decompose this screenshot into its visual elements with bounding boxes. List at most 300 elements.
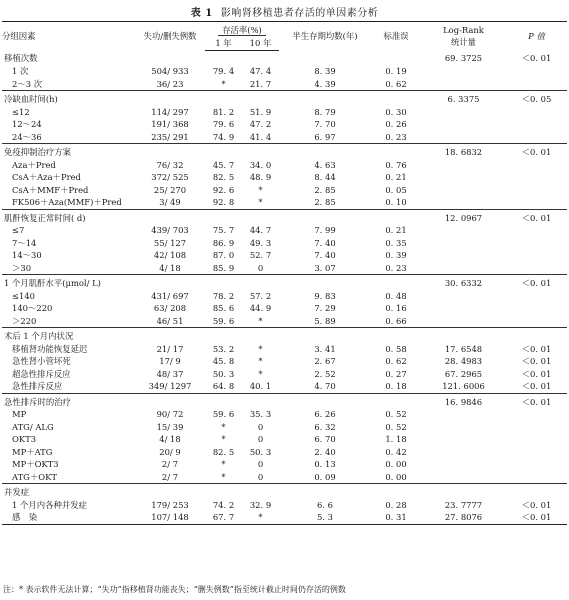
row-survival-10y: 44. 7 — [249, 225, 272, 235]
header-factor: 分组因素 — [2, 22, 135, 51]
group-p-value — [506, 484, 567, 499]
group-logrank: 30. 6332 — [421, 275, 506, 290]
header-logrank-line2: 统计量 — [450, 37, 477, 47]
row-survival-1y: 74. 2 — [212, 499, 235, 510]
row-survival-1y: 92. 8 — [212, 197, 235, 207]
row-p-value: ＜0. 01 — [521, 368, 552, 379]
row-se: 0. 23 — [385, 131, 407, 142]
table-row — [2, 421, 567, 434]
header-median: 半生存期均数(年) — [279, 22, 371, 51]
header-p: P 值 — [506, 22, 567, 51]
row-median: 9. 83 — [314, 290, 336, 301]
row-p-value — [506, 131, 567, 144]
row-survival-10y: 48. 9 — [249, 172, 272, 182]
row-median: 7. 99 — [314, 225, 336, 235]
row-logrank: 23. 7777 — [444, 499, 483, 510]
row-p-value — [506, 106, 567, 119]
row-counts: 3/ 49 — [159, 197, 181, 207]
row-median: 6. 70 — [314, 434, 336, 444]
row-logrank: 27. 8076 — [421, 511, 506, 524]
row-logrank — [421, 131, 506, 144]
row-survival-1y: 59. 6 — [212, 409, 235, 419]
row-label: 感 染 — [2, 511, 135, 524]
row-counts: 107/ 148 — [135, 511, 205, 524]
row-logrank: 67. 2965 — [444, 368, 483, 379]
row-p-value — [506, 315, 567, 328]
group-name: 免疫抑制治疗方案 — [2, 144, 135, 159]
row-label: ATG/ ALG — [12, 421, 54, 432]
row-counts: 21/ 17 — [156, 343, 184, 354]
row-counts: 504/ 933 — [151, 66, 189, 76]
row-survival-1y: 45. 7 — [212, 159, 235, 170]
row-p-value — [506, 118, 567, 131]
row-median: 4. 70 — [314, 381, 336, 391]
row-se: 0. 48 — [385, 290, 407, 301]
row-survival-1y: 87. 0 — [212, 250, 235, 260]
row-median: 3. 41 — [314, 343, 336, 354]
row-label: ATG＋OKT — [12, 471, 57, 482]
row-median: 8. 39 — [314, 66, 336, 76]
row-median: 5. 89 — [314, 315, 336, 326]
row-logrank — [421, 78, 506, 91]
table-row — [2, 355, 567, 368]
row-logrank — [421, 471, 506, 484]
row-survival-1y: 86. 9 — [212, 237, 235, 248]
row-survival-10y: 44. 9 — [249, 303, 272, 313]
row-label: 移植肾功能恢复延迟 — [12, 343, 88, 354]
row-label: ＞30 — [12, 262, 32, 273]
table-body — [2, 50, 567, 524]
row-p-value — [506, 302, 567, 315]
row-se: 0. 30 — [385, 106, 407, 117]
header-counts: 失功/删失例数 — [135, 22, 205, 51]
row-se: 0. 26 — [385, 119, 407, 129]
row-se: 0. 52 — [385, 421, 407, 432]
row-logrank — [421, 433, 506, 446]
row-p-value: ＜0. 01 — [506, 511, 567, 524]
row-survival-1y: 79. 4 — [212, 66, 235, 76]
group-p-value: ＜0. 05 — [506, 91, 567, 106]
group-name: 肌酐恢复正常时间( d) — [2, 209, 135, 224]
row-logrank — [421, 249, 506, 262]
row-label: MP＋OKT3 — [12, 459, 59, 469]
row-survival-1y: 82. 5 — [212, 446, 235, 457]
row-counts: 4/ 18 — [159, 434, 181, 444]
row-survival-1y: 53. 2 — [212, 343, 235, 354]
row-counts: 63/ 208 — [153, 303, 187, 313]
table-row — [2, 184, 567, 197]
table-row — [2, 78, 567, 91]
row-p-value: ＜0. 01 — [521, 356, 552, 366]
row-p-value — [506, 65, 567, 78]
row-survival-10y: 32. 9 — [249, 499, 272, 510]
row-se: 0. 35 — [385, 237, 407, 248]
header-year1: 1 年 — [205, 37, 242, 51]
row-logrank — [421, 224, 506, 237]
header-year10: 10 年 — [242, 37, 279, 51]
row-label: 急性排斥反应 — [12, 381, 63, 391]
row-median: 0. 13 — [314, 459, 336, 469]
row-p-value — [506, 421, 567, 434]
row-survival-10y: * — [242, 511, 279, 524]
group-p-value — [506, 328, 567, 343]
row-median: 6. 6 — [317, 499, 333, 510]
row-counts: 191/ 368 — [151, 119, 189, 129]
row-survival-1y: * — [221, 78, 226, 89]
row-survival-10y: 0 — [257, 421, 264, 432]
row-p-value — [506, 290, 567, 303]
row-se: 0. 66 — [385, 315, 407, 326]
table-row — [2, 249, 567, 262]
row-se: 0. 58 — [385, 343, 407, 354]
row-survival-1y: * — [221, 434, 226, 444]
row-survival-10y: 47. 4 — [249, 66, 272, 76]
row-survival-10y: 0 — [257, 459, 264, 469]
row-label: 急性肾小管坏死 — [12, 356, 71, 366]
header-survival: 存活率(%) — [218, 25, 266, 36]
table-row — [2, 499, 567, 512]
header-logrank-line1: Log-Rank — [443, 24, 484, 35]
group-row — [2, 328, 567, 343]
group-name: 1 个月肌酐水平(μmol/ L) — [2, 275, 135, 290]
row-se: 0. 62 — [385, 356, 407, 366]
row-label: ≤140 — [12, 290, 36, 301]
table-row — [2, 433, 567, 446]
row-label: MP＋ATG — [12, 446, 53, 457]
row-se: 0. 19 — [385, 66, 407, 76]
row-survival-1y: 78. 2 — [212, 290, 235, 301]
row-label: ＞220 — [12, 315, 37, 326]
header-logrank — [421, 22, 506, 51]
row-median: 6. 26 — [314, 409, 336, 419]
row-counts: 2/ 7 — [161, 471, 179, 482]
table-row — [2, 118, 567, 131]
group-name: 冷缺血时间(h) — [2, 91, 135, 106]
row-logrank — [421, 421, 506, 434]
row-se: 0. 18 — [385, 381, 407, 391]
group-logrank: 69. 3725 — [444, 53, 483, 64]
row-se: 0. 10 — [385, 197, 407, 207]
row-survival-1y: 59. 6 — [212, 315, 235, 326]
row-counts: 372/ 525 — [151, 172, 189, 182]
row-label: 7～14 — [12, 237, 37, 248]
row-counts: 36/ 23 — [156, 78, 184, 89]
row-survival-10y: * — [258, 184, 263, 195]
group-row — [2, 275, 567, 290]
row-median: 6. 97 — [314, 131, 336, 142]
table-row — [2, 159, 567, 172]
group-row — [2, 91, 567, 106]
row-logrank — [421, 118, 506, 131]
row-se: 0. 21 — [385, 225, 407, 235]
table-row — [2, 458, 567, 471]
row-counts: 114/ 297 — [151, 106, 189, 117]
row-median: 2. 40 — [314, 446, 336, 457]
row-median: 7. 40 — [314, 250, 336, 260]
row-survival-10y: 40. 1 — [249, 381, 272, 391]
row-p-value: ＜0. 01 — [521, 381, 552, 391]
table-row — [2, 368, 567, 381]
group-logrank — [421, 484, 506, 499]
row-se: 0. 31 — [371, 511, 421, 524]
table-row — [2, 224, 567, 237]
row-label: ≤7 — [12, 225, 25, 235]
row-label: 1 次 — [12, 66, 29, 76]
row-counts: 42/ 108 — [153, 250, 187, 260]
row-median: 0. 09 — [314, 471, 336, 482]
group-name: 并发症 — [2, 484, 135, 499]
table-row — [2, 343, 567, 356]
row-survival-10y: 57. 2 — [249, 290, 272, 301]
row-logrank — [421, 408, 506, 421]
row-label: 2～3 次 — [12, 78, 43, 89]
table-row — [2, 262, 567, 275]
row-median: 7. 40 — [314, 237, 336, 248]
row-survival-10y: * — [258, 315, 263, 326]
row-survival-10y: 0 — [257, 471, 264, 482]
row-median: 4. 39 — [314, 78, 336, 89]
table-row — [2, 511, 567, 524]
row-median: 3. 07 — [314, 262, 336, 273]
table-row — [2, 380, 567, 393]
row-label: 14～30 — [12, 250, 42, 260]
row-logrank — [421, 446, 506, 459]
row-logrank: 17. 6548 — [444, 343, 483, 354]
row-median: 2. 85 — [314, 184, 336, 195]
row-survival-1y: 85. 6 — [212, 303, 235, 313]
row-logrank — [421, 262, 506, 275]
table-row — [2, 315, 567, 328]
row-survival-1y: 82. 5 — [212, 172, 235, 182]
row-label: 140～220 — [12, 303, 53, 313]
row-median: 7. 70 — [314, 119, 336, 129]
row-counts: 17/ 9 — [159, 356, 181, 366]
row-p-value — [506, 78, 567, 91]
row-logrank — [421, 302, 506, 315]
row-p-value — [506, 433, 567, 446]
row-survival-1y: 74. 9 — [212, 131, 235, 142]
row-survival-1y: 79. 6 — [212, 119, 235, 129]
header-se: 标准误 — [371, 22, 421, 51]
row-counts: 46/ 51 — [156, 315, 184, 326]
row-survival-1y: 85. 9 — [212, 262, 235, 273]
row-p-value — [506, 471, 567, 484]
row-survival-1y: 75. 7 — [212, 225, 235, 235]
row-counts: 15/ 39 — [156, 421, 184, 432]
row-p-value — [506, 171, 567, 184]
row-counts: 55/ 127 — [153, 237, 187, 248]
row-label: 24～36 — [12, 131, 42, 142]
group-p-value: ＜0. 01 — [506, 209, 567, 224]
univariate-analysis-table — [2, 21, 567, 525]
row-median: 5. 3 — [279, 511, 371, 524]
row-survival-10y: * — [258, 343, 263, 354]
row-counts: 48/ 37 — [156, 368, 184, 379]
row-p-value — [506, 262, 567, 275]
row-p-value — [506, 237, 567, 250]
row-se: 0. 42 — [385, 446, 407, 457]
row-survival-1y: 45. 8 — [212, 356, 235, 366]
row-logrank — [421, 184, 506, 197]
row-p-value: ＜0. 01 — [521, 499, 552, 510]
group-row — [2, 393, 567, 408]
row-logrank — [421, 65, 506, 78]
row-survival-10y: 41. 4 — [249, 131, 272, 142]
row-p-value — [506, 446, 567, 459]
row-label: 超急性排斥反应 — [12, 368, 71, 379]
row-survival-10y: 21. 7 — [249, 78, 272, 89]
row-counts: 20/ 9 — [159, 446, 181, 457]
row-se: 0. 05 — [385, 184, 407, 195]
row-survival-1y: * — [221, 459, 226, 469]
row-counts: 179/ 253 — [151, 499, 189, 510]
table-row — [2, 408, 567, 421]
row-survival-10y: 35. 3 — [249, 409, 272, 419]
row-logrank — [421, 171, 506, 184]
row-median: 8. 79 — [314, 106, 336, 117]
row-label: 1 个月内各种并发症 — [12, 499, 87, 510]
row-median: 6. 32 — [314, 421, 336, 432]
row-p-value — [506, 408, 567, 421]
group-row — [2, 484, 567, 499]
row-survival-10y: 49. 3 — [249, 237, 272, 248]
table-row — [2, 131, 567, 144]
row-counts: 76/ 32 — [156, 159, 184, 170]
row-label: MP — [12, 409, 27, 419]
row-survival-10y: 50. 3 — [249, 446, 272, 457]
row-p-value — [506, 196, 567, 209]
row-survival-10y: 0 — [257, 434, 264, 444]
row-se: 0. 00 — [385, 471, 407, 482]
row-logrank — [421, 315, 506, 328]
row-survival-10y: 51. 9 — [249, 106, 272, 117]
row-counts: 439/ 703 — [151, 225, 189, 235]
group-p-value: ＜0. 01 — [521, 53, 552, 64]
row-survival-10y: 52. 7 — [249, 250, 272, 260]
row-counts: 25/ 270 — [153, 184, 187, 195]
row-survival-1y: 64. 8 — [212, 381, 235, 391]
row-survival-1y: 81. 2 — [212, 106, 235, 117]
row-survival-1y: * — [221, 421, 226, 432]
group-p-value: ＜0. 01 — [506, 144, 567, 159]
row-counts: 349/ 1297 — [148, 381, 192, 391]
group-name: 急性排斥时的治疗 — [2, 393, 135, 408]
row-logrank — [421, 106, 506, 119]
row-p-value — [506, 249, 567, 262]
row-survival-1y: 50. 3 — [212, 368, 235, 379]
table-caption: 影响肾移植患者存活的单因素分析 — [220, 8, 379, 19]
row-logrank — [421, 458, 506, 471]
row-se: 0. 21 — [385, 172, 407, 182]
row-label: ≤12 — [12, 106, 30, 117]
row-se: 0. 23 — [385, 262, 407, 273]
group-row — [2, 144, 567, 159]
row-survival-10y: 0 — [257, 262, 264, 273]
row-p-value: ＜0. 01 — [521, 343, 552, 354]
row-se: 1. 18 — [385, 434, 407, 444]
row-se: 0. 52 — [385, 409, 407, 419]
row-survival-1y: 67. 7 — [205, 511, 242, 524]
table-title — [0, 4, 569, 19]
row-counts: 2/ 7 — [161, 459, 179, 469]
row-survival-10y: 47. 2 — [249, 119, 272, 129]
group-logrank: 6. 3375 — [421, 91, 506, 106]
row-survival-10y: * — [258, 368, 263, 379]
table-row — [2, 446, 567, 459]
table-row — [2, 106, 567, 119]
row-counts: 235/ 291 — [151, 131, 189, 142]
group-logrank: 12. 0967 — [421, 209, 506, 224]
row-p-value — [506, 184, 567, 197]
row-logrank — [421, 196, 506, 209]
row-se: 0. 28 — [385, 499, 407, 510]
row-label: CsA＋Aza＋Pred — [12, 172, 81, 182]
table-number: 表 1 — [190, 8, 213, 19]
row-median: 2. 67 — [314, 356, 336, 366]
row-counts: 431/ 697 — [151, 290, 189, 301]
row-median: 7. 29 — [314, 303, 336, 313]
row-se: 0. 62 — [385, 78, 407, 89]
group-row — [2, 50, 567, 65]
group-p-value: ＜0. 01 — [506, 275, 567, 290]
footnote: 注：* 表示软件无法计算；“失功”指移植肾功能丧失；“删失例数”指至统计截止时间仍存活的例数 — [3, 585, 346, 594]
row-label: OKT3 — [12, 434, 37, 444]
row-logrank — [421, 290, 506, 303]
row-counts: 90/ 72 — [156, 409, 184, 419]
row-median: 2. 85 — [314, 197, 336, 207]
row-label: CsA＋MMF＋Pred — [12, 184, 89, 195]
group-logrank: 16. 9846 — [421, 393, 506, 408]
row-se: 0. 76 — [385, 159, 407, 170]
group-row — [2, 209, 567, 224]
row-p-value — [506, 458, 567, 471]
row-counts: 4/ 18 — [159, 262, 181, 273]
row-survival-1y: * — [221, 471, 226, 482]
group-name: 移植次数 — [4, 53, 38, 64]
row-se: 0. 16 — [385, 303, 407, 313]
table-row — [2, 65, 567, 78]
table-row — [2, 237, 567, 250]
row-survival-1y: 92. 6 — [212, 184, 235, 195]
row-p-value — [506, 159, 567, 172]
table-row — [2, 290, 567, 303]
row-median: 8. 44 — [314, 172, 336, 182]
group-logrank — [421, 328, 506, 343]
row-logrank: 121. 6006 — [442, 381, 485, 391]
group-p-value: ＜0. 01 — [506, 393, 567, 408]
row-logrank — [421, 159, 506, 172]
table-row — [2, 302, 567, 315]
row-se: 0. 39 — [385, 250, 407, 260]
table-row — [2, 171, 567, 184]
group-name: 术后 1 个月内状况 — [2, 328, 135, 343]
row-se: 0. 27 — [385, 368, 407, 379]
row-label: 12～24 — [12, 119, 42, 129]
row-survival-10y: 34. 0 — [249, 159, 272, 170]
row-label: FK506＋Aza(MMF)＋Pred — [12, 197, 122, 207]
row-median: 4. 63 — [314, 159, 336, 170]
row-se: 0. 00 — [385, 459, 407, 469]
table-row — [2, 471, 567, 484]
row-logrank: 28. 4983 — [444, 356, 483, 366]
table-row — [2, 196, 567, 209]
row-survival-10y: * — [258, 197, 263, 207]
row-survival-10y: * — [258, 356, 263, 366]
row-logrank — [421, 237, 506, 250]
row-label: Aza＋Pred — [12, 159, 56, 170]
row-p-value — [506, 224, 567, 237]
group-logrank: 18. 6832 — [421, 144, 506, 159]
